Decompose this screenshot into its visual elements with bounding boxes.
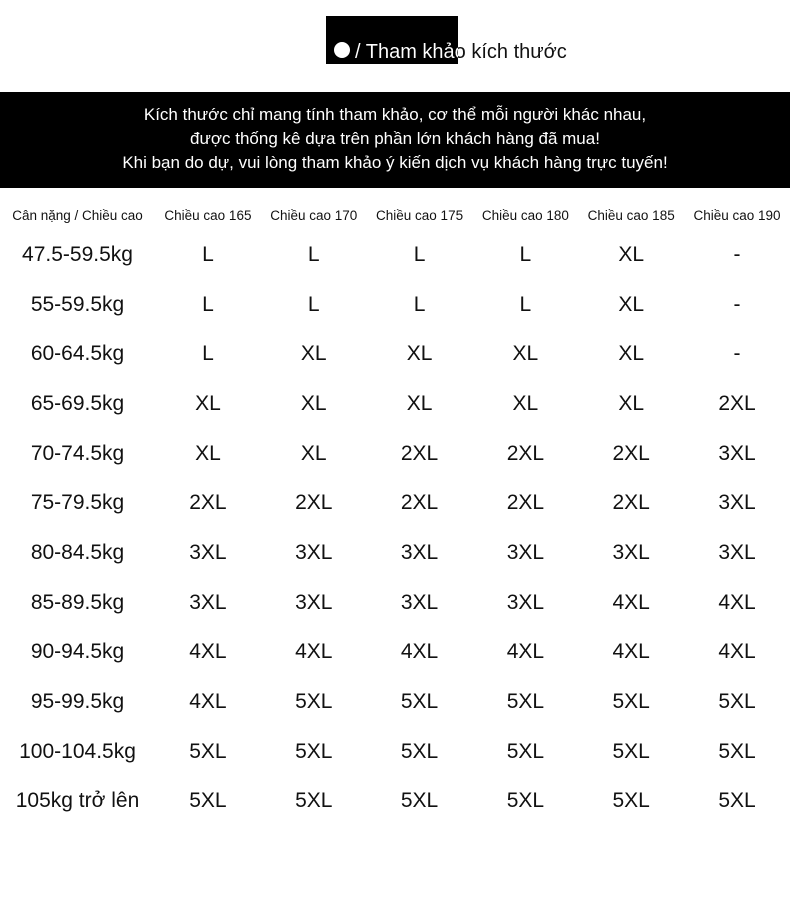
header-height-1: Chiều cao 165 [164,207,252,223]
size-cell: 5XL [295,789,333,813]
size-cell: 5XL [506,789,545,813]
size-cell: XL [512,391,539,415]
size-cell: 2XL [189,491,227,515]
size-cell: 4XL [718,590,756,614]
size-cell: XL [195,391,221,415]
size-cell: 3XL [718,540,756,564]
notice-line: Khi bạn do dự, vui lòng tham khảo ý kiến dịch vụ khách hàng trực tuyến! [122,153,668,172]
table-row [0,777,790,827]
size-chart-table [0,200,790,826]
size-cell: XL [195,441,221,465]
notice-line: Kích thước chỉ mang tính tham khảo, cơ thể mỗi người khác nhau, [143,105,647,124]
size-cell: - [733,242,741,266]
size-cell: XL [618,342,645,366]
weight-cell: 60-64.5kg [30,342,125,366]
weight-cell: 47.5-59.5kg [22,242,133,266]
size-cell: L [307,292,320,316]
size-cell: 2XL [295,491,333,515]
size-cell: 3XL [189,590,227,614]
size-cell: 2XL [612,491,650,515]
size-cell: XL [618,391,645,415]
table-row [0,528,790,578]
size-cell: - [733,292,741,316]
table-row [0,677,790,727]
table-row [0,379,790,429]
size-cell: L [307,242,320,266]
size-cell: 4XL [189,640,227,664]
size-cell: L [202,342,214,366]
weight-cell: 65-69.5kg [30,391,125,415]
header-height-5: Chiều cao 185 [587,207,675,223]
header-height-4: Chiều cao 180 [481,207,569,223]
size-cell: 3XL [612,540,650,564]
size-cell: L [413,242,426,266]
size-cell: 4XL [506,640,545,664]
header-weight-height: Cân nặng / Chiều cao [12,207,143,223]
size-cell: 4XL [612,640,650,664]
table-header-row [0,200,790,230]
size-cell: 4XL [189,690,227,714]
table-row [0,628,790,678]
size-cell: 3XL [400,590,439,614]
size-cell: XL [406,391,433,415]
size-cell: XL [300,342,327,366]
size-cell: XL [618,292,645,316]
notice-banner [0,92,790,188]
size-cell: 5XL [506,739,545,763]
size-cell: 5XL [400,789,439,813]
size-cell: XL [406,342,433,366]
table-row [0,727,790,777]
size-cell: 3XL [718,441,756,465]
header-height-6: Chiều cao 190 [693,207,781,223]
size-cell: 3XL [400,540,439,564]
weight-cell: 90-94.5kg [30,640,125,664]
size-cell: 5XL [718,690,756,714]
size-cell: 2XL [718,391,756,415]
size-cell: L [519,292,532,316]
size-cell: XL [300,441,327,465]
header-height-2: Chiều cao 170 [270,207,358,223]
size-cell: 3XL [718,491,756,515]
size-cell: 2XL [400,491,439,515]
size-cell: 2XL [400,441,439,465]
weight-cell: 105kg trở lên [15,789,140,813]
size-cell: 4XL [400,640,439,664]
size-cell: 5XL [718,739,756,763]
weight-cell: 70-74.5kg [30,441,125,465]
size-cell: 3XL [506,590,545,614]
size-cell: 2XL [506,441,545,465]
size-cell: 3XL [295,590,333,614]
title-text: / Tham khảo kích thước [355,41,567,63]
notice-line: được thống kê dựa trên phần lớn khách hàng đã mua! [190,129,600,148]
size-cell: XL [512,342,539,366]
size-cell: 2XL [506,491,545,515]
weight-cell: 100-104.5kg [19,739,136,763]
size-cell: L [202,292,214,316]
size-cell: 5XL [400,690,439,714]
table-body [0,230,790,826]
table-row [0,578,790,628]
size-cell: 5XL [189,739,227,763]
table-row [0,230,790,280]
table-row [0,329,790,379]
size-cell: - [733,342,741,366]
size-cell: 5XL [295,739,333,763]
size-cell: 5XL [400,739,439,763]
table-row [0,429,790,479]
table-row [0,478,790,528]
size-cell: 5XL [718,789,756,813]
size-cell: 4XL [612,590,650,614]
size-cell: 5XL [506,690,545,714]
header-height-3: Chiều cao 175 [376,207,464,223]
size-cell: 5XL [295,690,333,714]
size-cell: 5XL [612,789,650,813]
size-cell: 3XL [506,540,545,564]
weight-cell: 80-84.5kg [30,540,125,564]
size-cell: 3XL [189,540,227,564]
size-cell: 5XL [612,739,650,763]
size-cell: L [413,292,426,316]
weight-cell: 55-59.5kg [30,292,125,316]
weight-cell: 95-99.5kg [30,690,125,714]
weight-cell: 75-79.5kg [30,491,125,515]
bullet-circle-icon [334,42,350,58]
size-cell: 2XL [612,441,650,465]
weight-cell: 85-89.5kg [30,590,125,614]
size-cell: L [202,242,214,266]
size-cell: XL [300,391,327,415]
size-cell: 3XL [295,540,333,564]
table-row [0,280,790,330]
size-cell: 5XL [189,789,227,813]
size-cell: 4XL [295,640,333,664]
size-cell: 4XL [718,640,756,664]
size-cell: L [519,242,532,266]
size-cell: 5XL [612,690,650,714]
size-cell: XL [618,242,645,266]
section-title [0,16,790,64]
